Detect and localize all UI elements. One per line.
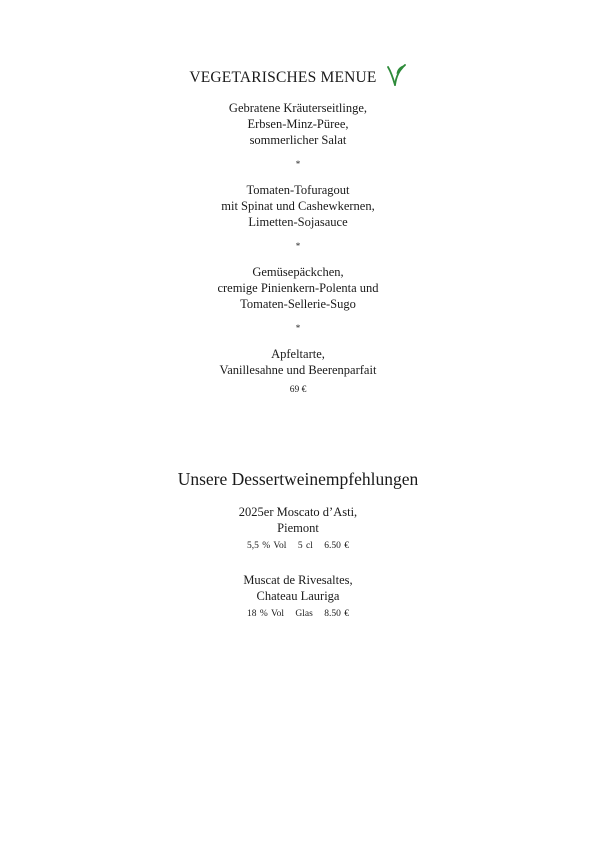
menu-price: 69 € bbox=[289, 385, 307, 395]
course-line: mit Spinat und Cashewkernen, bbox=[221, 199, 375, 213]
wine-item bbox=[0, 504, 596, 553]
wine-details bbox=[0, 539, 596, 553]
course-4 bbox=[0, 346, 596, 378]
course-line: Vanillesahne und Beerenparfait bbox=[219, 363, 377, 377]
course-line: Tomaten-Tofuragout bbox=[246, 183, 350, 197]
wine-details bbox=[0, 607, 596, 621]
course-separator: * bbox=[295, 241, 301, 251]
wine-alcohol: 5,5 % Vol bbox=[247, 541, 287, 551]
course-separator: * bbox=[295, 159, 301, 169]
menu-title-text: VEGETARISCHES MENUE bbox=[189, 69, 377, 86]
wine-size: Glas bbox=[295, 609, 313, 619]
course-line: Gebratene Kräuterseitlinge, bbox=[228, 101, 368, 115]
wine-alcohol: 18 % Vol bbox=[247, 609, 285, 619]
course-line: Erbsen-Minz-Püree, bbox=[247, 117, 349, 131]
wine-name: 2025er Moscato d’Asti, bbox=[238, 505, 358, 519]
course-line: Tomaten-Sellerie-Sugo bbox=[240, 297, 356, 311]
course-1 bbox=[0, 100, 596, 148]
course-separator: * bbox=[295, 323, 301, 333]
vegan-leaf-icon bbox=[387, 64, 407, 88]
course-line: cremige Pinienkern-Polenta und bbox=[217, 281, 379, 295]
wine-list bbox=[0, 504, 596, 640]
course-line: Apfeltarte, bbox=[271, 347, 325, 361]
wine-price: 6.50 € bbox=[324, 541, 349, 551]
course-line: sommerlicher Salat bbox=[249, 133, 347, 147]
course-line: Limetten-Sojasauce bbox=[248, 215, 348, 229]
course-list bbox=[0, 100, 596, 396]
wine-region: Piemont bbox=[277, 521, 319, 535]
wine-name: Muscat de Rivesaltes, bbox=[243, 573, 353, 587]
course-3 bbox=[0, 264, 596, 312]
wine-producer: Chateau Lauriga bbox=[256, 589, 340, 603]
wine-size: 5 cl bbox=[297, 541, 313, 551]
course-2 bbox=[0, 182, 596, 230]
wine-item bbox=[0, 572, 596, 621]
course-line: Gemüsepäckchen, bbox=[252, 265, 344, 279]
dessert-wine-heading: Unsere Dessertweinempfehlungen bbox=[177, 469, 419, 489]
menu-title bbox=[0, 66, 596, 90]
wine-price: 8.50 € bbox=[324, 609, 349, 619]
